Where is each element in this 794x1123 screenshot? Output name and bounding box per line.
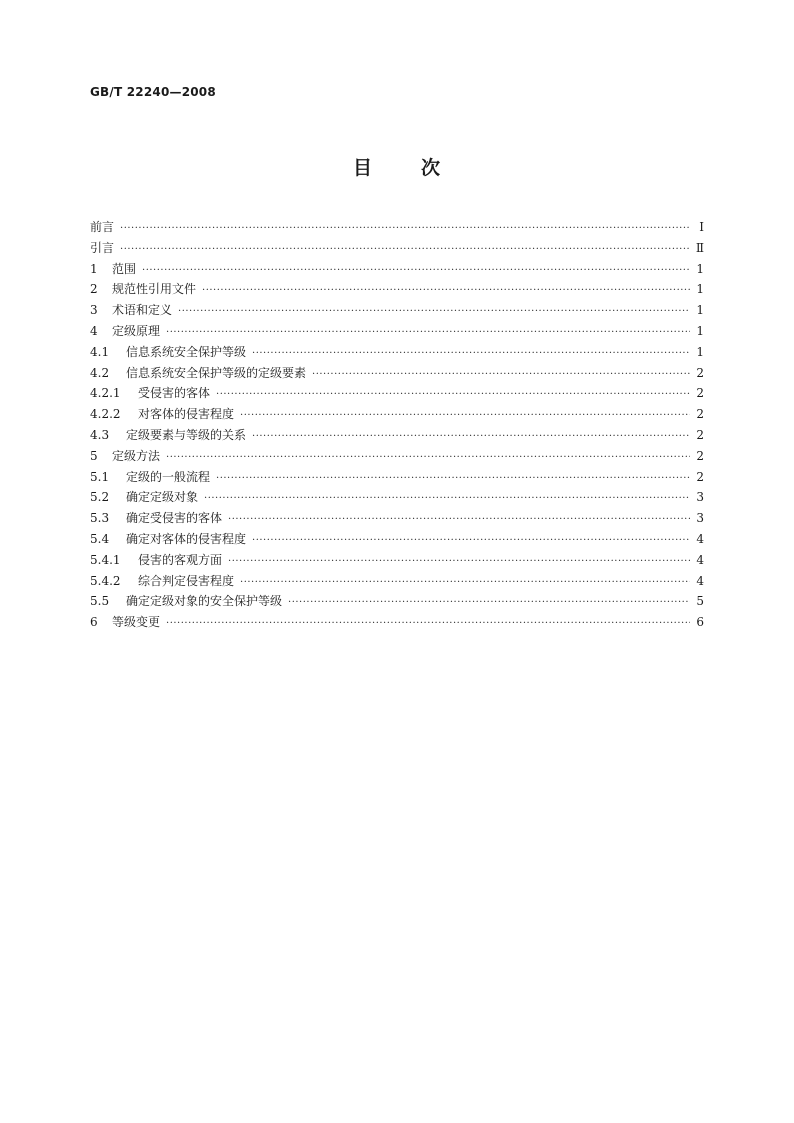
toc-entry-number: 4.2.1	[90, 386, 121, 401]
toc-leader	[216, 385, 690, 406]
toc-entry-label: 受侵害的客体	[138, 386, 211, 401]
toc-entry-label: 综合判定侵害程度	[138, 573, 235, 588]
toc-entry-label: 侵害的客观方面	[138, 552, 223, 567]
toc-entry-label: 确定受侵害的客体	[126, 511, 223, 526]
toc-entry-number: 4	[90, 323, 98, 338]
toc-entry-page: 1	[696, 261, 704, 276]
toc-entry[interactable]	[90, 383, 704, 404]
toc-entry-label: 确定对客体的侵害程度	[126, 531, 247, 546]
toc-leader	[216, 469, 690, 490]
toc-leader	[166, 448, 690, 469]
toc-entry-page: 4	[696, 531, 704, 546]
toc-entry-page: 1	[696, 303, 704, 318]
toc-entry-label: 前言	[90, 220, 115, 234]
toc-entry[interactable]	[90, 300, 704, 321]
toc-entry-page: 2	[696, 386, 704, 401]
toc-entry-number: 5.3	[90, 511, 110, 526]
toc-leader	[204, 489, 690, 510]
toc-entry-page: 6	[696, 615, 704, 630]
toc-entry[interactable]	[90, 238, 704, 259]
toc-entry-number: 5.4.1	[90, 552, 121, 567]
toc-entry-label: 定级方法	[112, 448, 161, 463]
toc-entry-label: 定级原理	[112, 323, 161, 338]
toc-entry-number: 4.2.2	[90, 407, 121, 422]
toc-entry-number: 2	[90, 282, 98, 297]
toc-entry[interactable]	[90, 529, 704, 550]
toc-leader	[178, 302, 690, 323]
toc-entry-page: 1	[696, 323, 704, 338]
toc-entry[interactable]	[90, 259, 704, 280]
toc-entry-page: 2	[696, 427, 704, 442]
toc-entry-number: 1	[90, 261, 98, 276]
toc-entry[interactable]	[90, 404, 704, 425]
toc-entry-number: 4.2	[90, 365, 110, 380]
toc-entry[interactable]	[90, 550, 704, 571]
toc-entry-page: 4	[696, 573, 704, 588]
toc-entry[interactable]	[90, 508, 704, 529]
toc-entry-label: 定级要素与等级的关系	[126, 427, 247, 442]
toc-entry-label: 信息系统安全保护等级	[126, 344, 247, 359]
toc-leader	[252, 531, 690, 552]
toc-entry-page: 3	[696, 490, 704, 505]
toc-entry-page: 2	[696, 448, 704, 463]
toc-entry[interactable]	[90, 279, 704, 300]
toc-entry[interactable]	[90, 591, 704, 612]
toc-leader	[228, 510, 690, 531]
toc-entry[interactable]	[90, 571, 704, 592]
toc-leader	[202, 281, 690, 302]
toc-entry-number: 5.4	[90, 531, 110, 546]
toc-entry[interactable]	[90, 363, 704, 384]
toc-leader	[240, 406, 690, 427]
toc-entry-page: 5	[696, 594, 704, 609]
page-title-char-1: 目	[352, 157, 373, 179]
toc-entry-number: 5.2	[90, 490, 110, 505]
toc-entry-number: 4.1	[90, 344, 110, 359]
toc-leader	[228, 552, 690, 573]
standard-code: GB/T 22240—2008	[90, 85, 216, 99]
toc-entry[interactable]	[90, 467, 704, 488]
toc-entry-label: 规范性引用文件	[112, 282, 197, 297]
toc-entry-number: 3	[90, 303, 98, 318]
toc-entry[interactable]	[90, 446, 704, 467]
toc-entry-page: 2	[696, 365, 704, 380]
toc-entry-label: 等级变更	[112, 615, 161, 630]
toc-entry[interactable]	[90, 321, 704, 342]
toc-entry[interactable]	[90, 612, 704, 633]
toc-entry-number: 5	[90, 448, 98, 463]
page-title-char-2: 次	[421, 157, 442, 179]
toc-entry[interactable]	[90, 342, 704, 363]
toc-entry-label: 引言	[90, 240, 115, 255]
toc-entry[interactable]	[90, 487, 704, 508]
toc-entry-number: 5.1	[90, 469, 110, 484]
toc-entry-page: 2	[696, 407, 704, 422]
toc-entry[interactable]	[90, 217, 704, 238]
toc-leader	[288, 593, 690, 614]
page-title	[0, 153, 794, 180]
toc-entry-label: 对客体的侵害程度	[138, 407, 235, 422]
toc-leader	[240, 573, 690, 594]
toc-entry-page: 4	[696, 552, 704, 567]
toc-entry-label: 确定定级对象	[126, 490, 199, 505]
toc-entry-page: 2	[696, 469, 704, 484]
toc-leader	[166, 323, 690, 344]
toc-entry-page: Ⅱ	[695, 240, 704, 255]
toc-entry-page: 1	[696, 344, 704, 359]
toc-entry-number: 4.3	[90, 427, 110, 442]
toc-entry-label: 确定定级对象的安全保护等级	[126, 594, 283, 609]
toc-entry-label: 定级的一般流程	[126, 469, 211, 484]
toc-leader	[120, 219, 690, 240]
toc-entry-label: 术语和定义	[112, 303, 173, 318]
toc-entry-number: 5.5	[90, 594, 110, 609]
toc-leader	[142, 261, 690, 282]
toc-entry-number: 5.4.2	[90, 573, 121, 588]
toc-entry-label: 信息系统安全保护等级的定级要素	[126, 365, 307, 380]
toc-entry-page: 3	[696, 511, 704, 526]
toc-leader	[312, 365, 690, 386]
table-of-contents	[90, 217, 704, 633]
toc-leader	[120, 240, 690, 261]
toc-entry-label: 范围	[112, 261, 137, 276]
toc-entry-page: 1	[696, 282, 704, 297]
toc-leader	[166, 614, 690, 635]
toc-entry-number: 6	[90, 615, 98, 630]
toc-entry[interactable]	[90, 425, 704, 446]
toc-leader	[252, 427, 690, 448]
toc-entry-page: Ⅰ	[699, 220, 704, 234]
toc-leader	[252, 344, 690, 365]
